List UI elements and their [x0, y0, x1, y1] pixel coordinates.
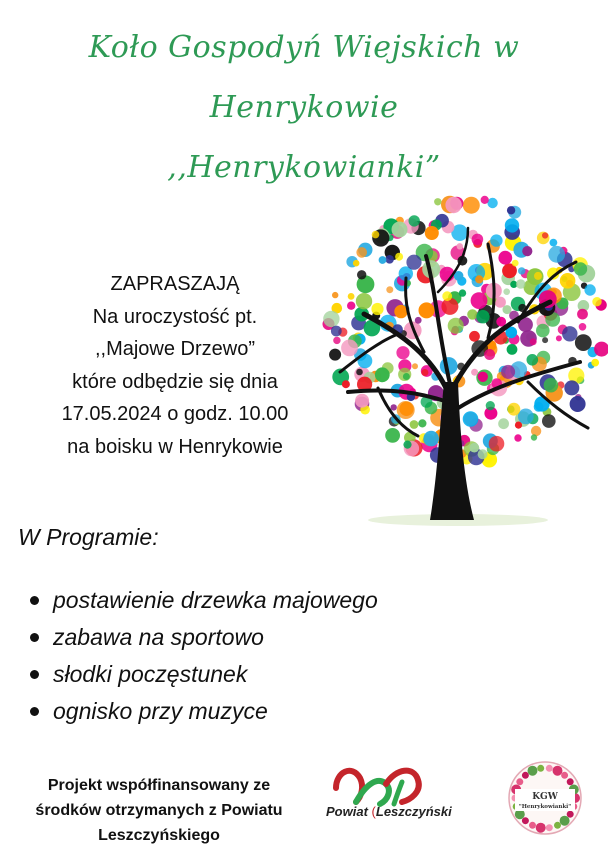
invitation-line: na boisku w Henrykowie: [67, 435, 283, 458]
powiat-accent: (: [371, 804, 376, 819]
flower-icon: [567, 811, 574, 818]
tree-dot: [396, 346, 409, 359]
tree-dot: [514, 434, 521, 441]
tree-dot: [505, 218, 519, 232]
tree-dot: [548, 246, 565, 263]
tree-illustration: [318, 192, 608, 532]
tree-dot: [487, 198, 497, 208]
flower-icon: [516, 778, 523, 785]
tree-dot: [531, 426, 541, 436]
flower-icon: [567, 778, 574, 785]
list-item: [30, 619, 378, 656]
tree-dot: [457, 243, 463, 249]
tree-dot: [410, 420, 419, 429]
tree-dot: [562, 326, 577, 341]
tree-dot: [556, 335, 562, 341]
invitation-line: 17.05.2024 o godz. 10.00: [61, 403, 289, 425]
tree-dot: [575, 334, 592, 351]
program-item-label: ognisko przy muzyce: [53, 698, 268, 724]
powiat-word: Powiat: [326, 804, 368, 819]
funding-line: Projekt współfinansowany ze: [47, 777, 271, 794]
tree-dot: [415, 317, 422, 324]
tree-dot: [385, 255, 394, 264]
flower-icon: [528, 766, 538, 776]
bullet-icon: [30, 707, 39, 716]
tree-dot: [323, 311, 339, 327]
tree-dot: [448, 318, 464, 334]
program-item-label: słodki poczęstunek: [53, 661, 248, 687]
tree-dot: [577, 309, 588, 320]
tree-dot: [347, 302, 355, 310]
tree-dot: [386, 286, 393, 293]
tree-dot: [527, 354, 539, 366]
program-item-label: zabawa na sportowo: [53, 624, 264, 650]
tree-dot: [503, 288, 510, 295]
poster-title: [0, 18, 608, 198]
tree-dot: [399, 402, 413, 416]
tree-dot: [471, 369, 478, 376]
tree-dot: [441, 298, 458, 315]
tree-dot: [459, 289, 466, 296]
flower-icon: [536, 823, 546, 833]
flower-icon: [554, 822, 561, 829]
flower-icon: [561, 772, 568, 779]
tree-dot: [357, 270, 366, 279]
tree-dot: [592, 297, 601, 306]
tree-dot: [434, 198, 441, 205]
tree-dot: [356, 247, 367, 258]
tree-dot: [536, 324, 550, 338]
tree-dot: [421, 369, 428, 376]
tree-dot: [472, 234, 484, 246]
tree-dot: [570, 396, 586, 412]
tree-dot: [574, 262, 587, 275]
invitation-text: [20, 268, 330, 463]
tree-dot: [501, 365, 515, 379]
tree-dot: [356, 293, 372, 309]
tree-dot: [518, 267, 525, 274]
invitation-line: ZAPRASZAJĄ: [110, 273, 240, 295]
tree-dot: [341, 340, 358, 357]
tree-dot: [481, 196, 489, 204]
powiat-name: [326, 804, 452, 819]
tree-dot: [342, 380, 350, 388]
tree-dot: [512, 260, 519, 267]
title-line-2: Henrykowie: [209, 90, 399, 125]
title-line-1: Koło Gospodyń Wiejskich w: [88, 30, 520, 65]
tree-dot: [531, 434, 537, 440]
tree-dot: [371, 303, 383, 315]
tree-dot: [484, 349, 495, 360]
tree-dot: [560, 273, 576, 289]
tree-dot: [470, 443, 480, 453]
tree-dot: [469, 331, 480, 342]
tree-dot: [329, 349, 341, 361]
funding-line: środków otrzymanych z Powiatu: [35, 802, 283, 819]
tree-dot: [395, 253, 403, 261]
tree-dot: [463, 197, 480, 214]
tree-dot: [442, 291, 452, 301]
tree-dot: [507, 206, 515, 214]
tree-dot: [356, 369, 363, 376]
tree-dot: [534, 272, 542, 280]
program-heading: W Programie:: [18, 524, 159, 550]
tree-dot: [406, 255, 421, 270]
kgw-name: "Henrykowianki": [518, 804, 572, 810]
tree-dot: [498, 418, 509, 429]
tree-dot: [475, 275, 483, 283]
tree-dot: [507, 344, 518, 355]
flower-icon: [560, 816, 570, 826]
bullet-icon: [30, 670, 39, 679]
tree-dot: [385, 428, 400, 443]
kgw-abbr: KGW: [532, 792, 558, 802]
tree-dot: [542, 414, 556, 428]
tree-dot: [418, 419, 426, 427]
tree-dot: [471, 292, 488, 309]
tree-dot: [353, 260, 360, 267]
flower-icon: [537, 765, 544, 772]
program-list: [30, 582, 378, 730]
tree-dot: [490, 234, 502, 246]
flower-icon: [546, 824, 553, 831]
tree-dot: [403, 373, 410, 380]
tree-dot: [419, 302, 435, 318]
flower-icon: [522, 817, 529, 824]
tree-dot: [355, 394, 369, 408]
bullet-icon: [30, 633, 39, 642]
tree-dot: [530, 338, 537, 345]
tree-dot: [522, 246, 532, 256]
tree-dot: [375, 367, 390, 382]
tree-dot: [464, 412, 477, 425]
tree-dot: [372, 231, 380, 239]
tree-dot: [579, 323, 587, 331]
tree-dot: [544, 378, 559, 393]
invitation-line: które odbędzie się dnia: [72, 370, 278, 393]
tree-dot: [403, 441, 411, 449]
bullet-icon: [30, 596, 39, 605]
tree-dot: [332, 292, 338, 298]
funding-line: Leszczyńskiego: [98, 827, 220, 844]
tree-dot: [333, 337, 340, 344]
tree-dot: [584, 284, 595, 295]
invitation-line: Na uroczystość pt.: [92, 305, 258, 328]
tree-dot: [348, 293, 355, 300]
tree-dot: [591, 359, 599, 367]
tree-dot: [392, 222, 408, 238]
invitation-line: ,,Majowe Drzewo”: [94, 338, 256, 360]
tree-dot: [503, 305, 512, 314]
tree-dot: [379, 256, 387, 264]
funding-note: [0, 773, 318, 848]
tree-dot: [516, 279, 526, 289]
tree-dot: [542, 337, 548, 343]
list-item: [30, 693, 378, 730]
powiat-county-word: Leszczyński: [375, 804, 452, 819]
tree-dot: [445, 197, 461, 213]
title-line-3: ,,Henrykowianki”: [167, 150, 441, 185]
tree-dot: [467, 309, 477, 319]
tree-dot: [489, 436, 505, 452]
tree-dot: [423, 431, 439, 447]
tree-dot: [409, 215, 420, 226]
tree-dot: [331, 326, 342, 337]
tree-dot: [564, 380, 579, 395]
tree-dot: [425, 226, 439, 240]
tree-dot: [508, 403, 521, 416]
tree-dot: [391, 404, 397, 410]
tree-dot: [412, 363, 418, 369]
kgw-badge-icon: [505, 758, 585, 838]
flower-icon: [529, 822, 536, 829]
program-item-label: postawienie drzewka majowego: [53, 587, 378, 613]
flower-icon: [522, 772, 529, 779]
tree-dot: [542, 232, 548, 238]
tree-dot: [486, 401, 495, 410]
list-item: [30, 582, 378, 619]
tree-dot: [550, 239, 558, 247]
flower-icon: [546, 765, 553, 772]
tree-dot: [478, 449, 488, 459]
list-item: [30, 656, 378, 693]
flower-icon: [553, 766, 563, 776]
tree-dot: [476, 310, 489, 323]
tree-dot: [498, 251, 512, 265]
tree-dot: [478, 372, 488, 382]
tree-dot: [518, 409, 534, 425]
